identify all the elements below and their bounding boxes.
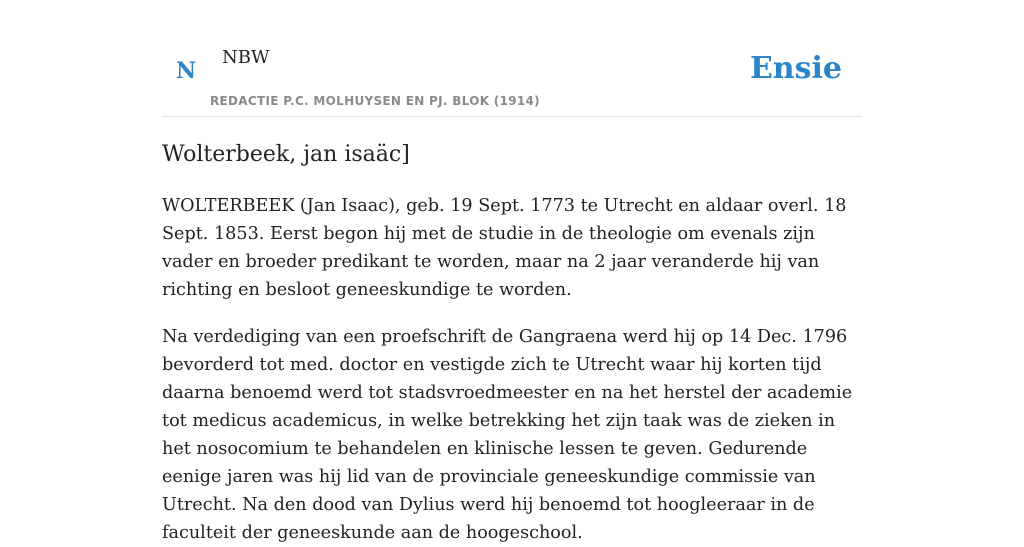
article-paragraph: Na verdediging van een proefschrift de Gangraena werd hij op 14 Dec. 1796 bevorderd tot med. doctor en vestigde zich te Utrecht waar hij korten tijd daarna benoemd werd tot stadsvroedmeester en na het herstel der academie tot medicus academicus, in welke betrekking het zijn taak was de zieken in het nosocomium te behandelen en klinische lessen te geven. Gedurende eenige jaren was hij lid van de provinciale geneeskundige commissie van Utrecht. Na den dood van Dylius werd hij benoemd tot hoogleeraar in de faculteit der geneeskunde aan de hoogeschool. bbox=[162, 327, 853, 543]
brand-logo-link[interactable]: Ensie bbox=[749, 51, 842, 86]
source-logo-letter: N bbox=[176, 58, 197, 84]
article-paragraph: WOLTERBEEK (Jan Isaac), geb. 19 Sept. 1773 te Utrecht en aldaar overl. 18 Sept. 1853. Eerst begon hij met de studie in de theologie om evenals zijn vader en broeder predikant te worden, maar na 2 jaar veranderde hij van richting en besloot geneeskundige te worden. bbox=[162, 196, 847, 300]
source-subtitle: REDACTIE P.C. MOLHUYSEN EN PJ. BLOK (1914) bbox=[210, 94, 540, 108]
source-title[interactable]: NBW bbox=[222, 47, 270, 68]
article-content bbox=[162, 138, 862, 547]
site-header bbox=[162, 0, 862, 117]
entry-title: Wolterbeek, jan isaäc] bbox=[162, 142, 410, 167]
